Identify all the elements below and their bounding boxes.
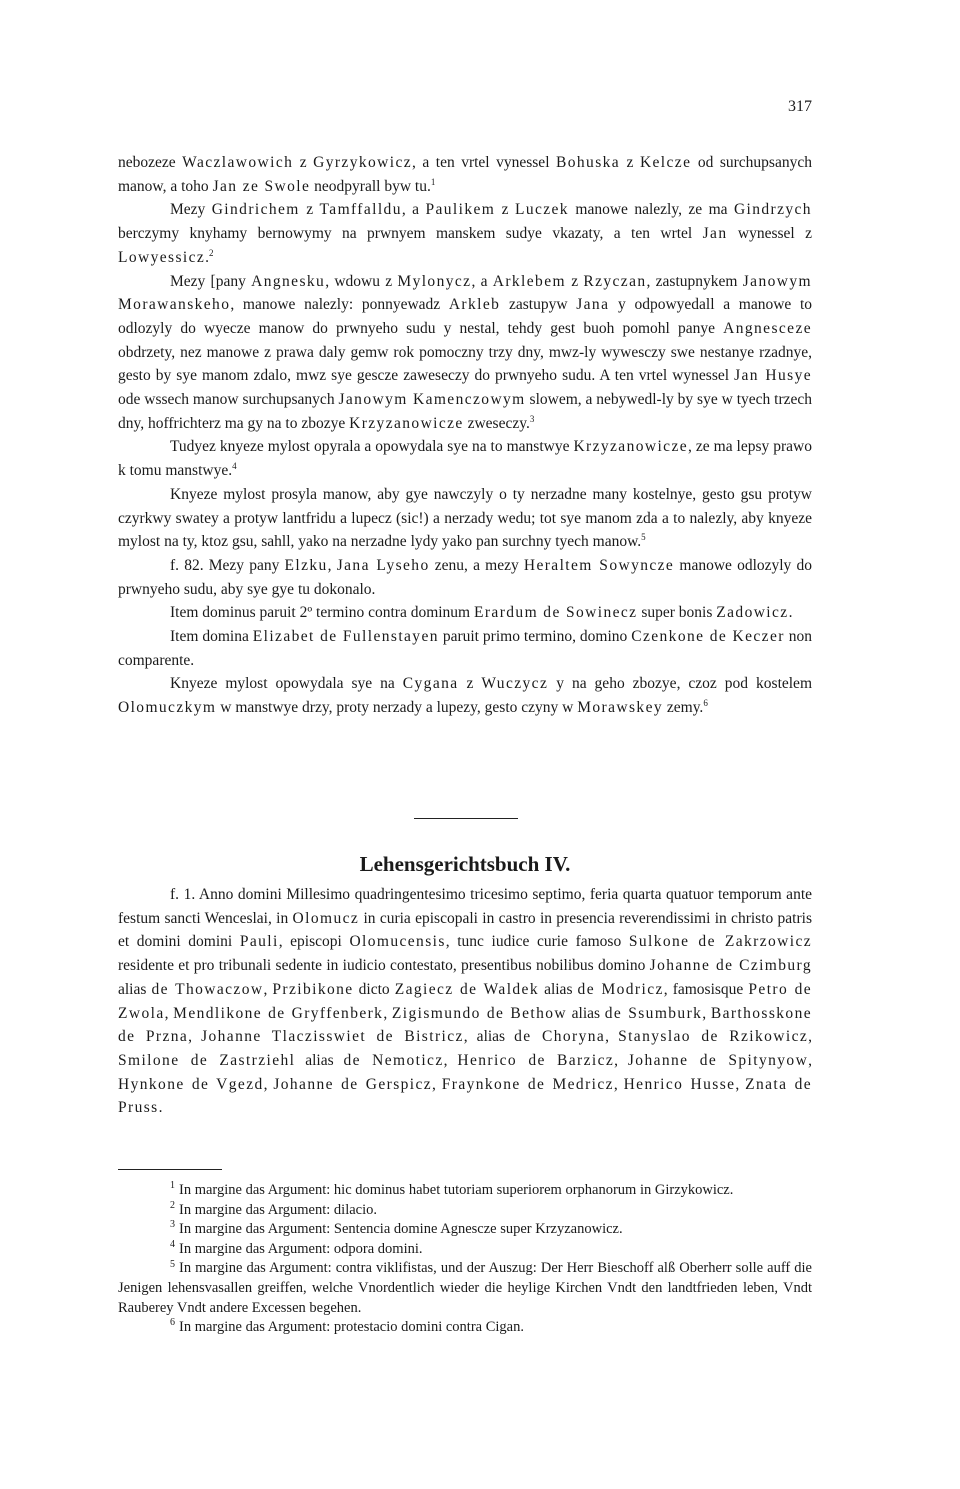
spaced-name: de Thowaczow (151, 980, 264, 998)
spaced-name: Gindrzych (733, 201, 812, 219)
footnote-ref: 5 (641, 532, 646, 543)
footnotes (118, 1181, 812, 1338)
spaced-name: Barthosskone de Przna (118, 1004, 813, 1046)
spaced-name: de Modricz (577, 980, 664, 998)
footnote-ref: 4 (232, 460, 237, 471)
footnote-ref: 2 (209, 247, 214, 258)
spaced-name: Olomuczkym (118, 699, 217, 717)
spaced-name: Paulikem (425, 201, 496, 219)
section-heading: Lehensgerichtsbuch IV. (359, 852, 571, 876)
spaced-name: Rzyczan (583, 272, 647, 290)
footnote-text: In margine das Argument: Sentencia domine Agnescze super Krzyzanowicz. (179, 1221, 623, 1238)
paragraph: Tudyez knyeze mylost opyrala a opowydala sye na to manstwye Krzyzanowicze, ze ma lepsy prawo k tomu manstwye.$^4$ (118, 438, 812, 480)
footnote-number: 2 (170, 1199, 175, 1211)
spaced-name: Cygana (402, 675, 459, 693)
spaced-name: Waczlawowich (182, 154, 294, 171)
footnote (118, 1181, 812, 1201)
spaced-name: Mylonycz (397, 272, 472, 290)
spaced-name: Gindrichem (211, 201, 300, 219)
spaced-name: Janowym Kamenczowym (338, 391, 526, 409)
spaced-name: Henrico de Barzicz (457, 1051, 615, 1069)
footnote-text: In margine das Argument: contra viklifistas, und der Auszug: Der Herr Bieschoff alß Oberherr solle auff die Jenigen lehensvasallen greiffen, welche Vnordentlich wieder die heylige Kirchen Vndt den landtfrieden leben, Vndt Rauberey Vndt andere Excessen begehen. (118, 1260, 812, 1316)
spaced-name: Gyrzykowicz (313, 154, 413, 171)
main-text-section-2 (118, 883, 812, 1120)
spaced-name: Smilone de Zastrziehl (118, 1051, 296, 1069)
spaced-name: Krzyzanowicze (349, 414, 464, 432)
spaced-name: Pauli (239, 933, 279, 951)
spaced-name: Heraltem Sowyncze (523, 556, 675, 574)
spaced-name: Olomucensis (349, 933, 446, 951)
paragraph: Knyeze mylost prosyla manow, aby gye nawczyly o ty nerzadne many kostelnye, gesto gsu protyw czyrkwy swatey a protyw lantfridu a lupecz (sic!) a nerzady wedu; tot sye manom zda a to nalezly, aby knyeze mylost na ty, ktoz gsu, sahll, yako na nerzadne lydy yako pan surchny tyech manow.$^5$ (118, 485, 812, 551)
footnote-ref: 3 (529, 413, 535, 424)
spaced-name: Czenkone de Keczer (631, 628, 785, 646)
paragraph: nebozeze Waczlawowich z Gyrzykowicz, a ten vrtel vynessel Bohuska z Kelcze od surchupsanych manow, a toho Jan ze Swole neodpyrall byw tu.$^1$ (118, 154, 812, 195)
spaced-name: Luczek (514, 201, 569, 219)
spaced-name: Johanne Tlaczisswiet de Bistricz (201, 1028, 464, 1046)
spaced-name: de Nemoticz (343, 1051, 444, 1069)
spaced-name: Fraynkone de Medricz (441, 1075, 614, 1093)
footnote-number: 4 (170, 1238, 175, 1250)
spaced-name: Tamffalldu (319, 201, 402, 219)
spaced-name: Morawskey (577, 699, 663, 717)
main-text (118, 151, 812, 720)
spaced-name: Sulkone de Zakrzowicz (628, 933, 813, 951)
spaced-name: Znata de Pruss (118, 1075, 813, 1117)
paragraph: Mezy [pany Angnesku, wdowu z Mylonycz, a Arklebem z Rzyczan, zastupnykem Janowym Morawanskeho, manowe nalezly: ponnyewadz Arkleb zastupyw Jana y odpowyedall a manowe to odlozyly do wyecze manow do prwnyeho sudu y nestal, tehdy gest buoh pomohl panye Angnesceze obdrzety, nez manowe z prawa daly gemw rok pomoczny trzy dny, mwz-ly wywesczy swe nestanye rzadnye, gesto by sye manom zdalo, mwz sye gescze zaweseczy do prwnyeho sudu. A ten vrtel wynessel Jan Husye ode wssech manow surchupsanych Janowym Kamenczowym slowem, a nebywedl-ly by sye w tyech trzech dny, hoffrichterz ma gy na to zbozye Krzyzanowicze zweseczy.$^3$ (118, 272, 813, 432)
spaced-name: Janowym Morawanskeho (118, 272, 812, 314)
spaced-name: Zagiecz de Waldek (394, 980, 539, 998)
spaced-name: Angnesku (251, 272, 326, 290)
spaced-name: Jana Lyseho (336, 556, 430, 574)
spaced-name: Jan Husye (734, 367, 813, 385)
spaced-name: Johanne de Spitynyow (627, 1051, 809, 1069)
footnote-ref: 6 (703, 698, 708, 709)
spaced-name: Krzyzanowicze (573, 438, 689, 456)
paragraph: Mezy Gindrichem z Tamffalldu, a Paulikem z Luczek manowe nalezly, ze ma Gindrzych berczymy knyhamy bernowymy na prwnyem manskem sudye vkazaty, a ten wrtel Jan wynessel z Lowyessicz.$^2$ (118, 201, 812, 266)
spaced-name: de Ssumburk (604, 1004, 703, 1022)
section-divider (414, 818, 518, 819)
footnote (118, 1220, 812, 1240)
footnote-number: 6 (170, 1317, 175, 1329)
footnote (118, 1259, 812, 1318)
footnote-number: 3 (170, 1219, 175, 1231)
spaced-name: Kelcze (639, 154, 692, 171)
spaced-name: Arkleb (448, 296, 501, 314)
spaced-name: Jana (576, 296, 610, 314)
spaced-name: Jan ze Swole (212, 177, 311, 195)
spaced-name: Petro de Zwola (118, 980, 813, 1022)
paragraph: Knyeze mylost opowydala sye na Cygana z Wuczycz y na geho zbozye, czoz pod kostelem Olomuczkym w manstwye drzy, proty nerzady a lupezy, gesto czyny w Morawskey zemy.$^6$ (118, 675, 812, 717)
spaced-name: Elizabet de Fullenstayen (252, 628, 439, 646)
paragraph: Item dominus paruit 2º termino contra dominum Erardum de Sowinecz super bonis Zadowicz. (170, 604, 793, 622)
footnote (118, 1318, 812, 1338)
paragraph: Item domina Elizabet de Fullenstayen paruit primo termino, domino Czenkone de Keczer non comparente. (118, 628, 813, 669)
spaced-name: de Choryna (514, 1028, 606, 1046)
spaced-name: Stanyslao de Rzikowicz (618, 1028, 809, 1046)
spaced-name: Lowyessicz (118, 248, 206, 266)
paragraph: f. 82. Mezy pany Elzku, Jana Lyseho zenu, a mezy Heraltem Sowyncze manowe odlozyly do prwnyeho sudu, aby sye gye tu dokonalo. (118, 556, 812, 598)
footnote (118, 1201, 812, 1221)
spaced-name: Erardum de Sowinecz (474, 604, 638, 622)
spaced-name: Przibikone (272, 980, 354, 998)
footnote-text: In margine das Argument: dilacio. (179, 1201, 377, 1218)
spaced-name: Hynkone de Vgezd (118, 1075, 264, 1093)
spaced-name: Bohuska (556, 154, 621, 171)
paragraph: f. 1. Anno domini Millesimo quadringentesimo tricesimo septimo, feria quarta quatuor temporum ante festum sancti Wenceslai, in Olomucz in curia episcopali in castro in presencia reverendissimi in christo patris et domini domini Pauli, episcopi Olomucensis, tunc iudice curie famoso Sulkone de Zakrzowicz residente et pro tribunali sedente in iudicio contestato, presentibus nobilibus domino Johanne de Czimburg alias de Thowaczow, Przibikone dicto Zagiecz de Waldek alias de Modricz, famosisque Petro de Zwola, Mendlikone de Gryffenberk, Zigismundo de Bethow alias de Ssumburk, Barthosskone de Przna, Johanne Tlaczisswiet de Bistricz, alias de Choryna, Stanyslao de Rzikowicz, Smilone de Zastrziehl alias de Nemoticz, Henrico de Barzicz, Johanne de Spitynyow, Hynkone de Vgezd, Johanne de Gerspicz, Fraynkone de Medricz, Henrico Husse, Znata de Pruss. (118, 886, 813, 1117)
spaced-name: Henrico Husse (623, 1075, 736, 1093)
footnote-divider (118, 1169, 222, 1170)
footnote (118, 1240, 812, 1260)
spaced-name: Zigismundo de Bethow (391, 1004, 567, 1022)
spaced-name: Arklebem (492, 272, 566, 290)
spaced-name: Mendlikone de Gryffenberk (173, 1004, 384, 1022)
spaced-name: Zadowicz (716, 604, 789, 622)
spaced-name: Olomucz (292, 909, 360, 927)
footnote-text: In margine das Argument: hic dominus habet tutoriam superiorem orphanorum in Girzykowicz. (179, 1182, 734, 1198)
footnote-ref: 1 (430, 176, 436, 187)
spaced-name: Elzku (284, 556, 328, 574)
footnote-number: 5 (170, 1258, 175, 1270)
spaced-name: Angnesceze (723, 319, 812, 337)
spaced-name: Jan (702, 225, 728, 243)
spaced-name: Johanne de Gerspicz (273, 1075, 433, 1093)
spaced-name: Wuczycz (481, 675, 549, 693)
footnote-number: 1 (170, 1180, 175, 1192)
footnote-text: In margine das Argument: odpora domini. (179, 1240, 423, 1257)
spaced-name: Johanne de Czimburg (649, 957, 812, 975)
footnote-text: In margine das Argument: protestacio domini contra Cigan. (179, 1319, 524, 1336)
page-number: 317 (788, 98, 812, 115)
